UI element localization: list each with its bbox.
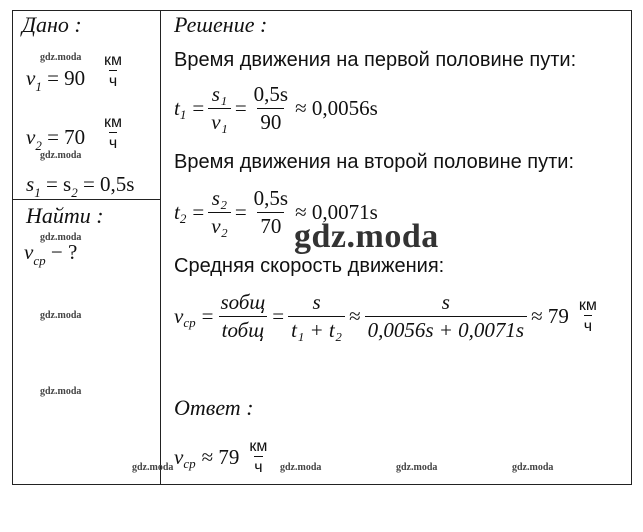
find-heading: Найти : (26, 203, 104, 228)
given-v2-unit: км ч (104, 114, 122, 152)
t1-formula: t 1 = $\frac{\text{s₁}}{\text{v₁}}$ = $\frac{0,5s}{90}$ ≈ 0,0056s (174, 82, 378, 134)
watermark-large: gdz.moda (294, 218, 439, 255)
watermark: gdz.moda (40, 150, 82, 161)
t1-fraction-1: $\frac{\text{s₁}}{\text{v₁}}$ (208, 82, 231, 135)
vcp-fraction-1: $\frac{\text{sобщ}}{\text{tобщ}}$ (220, 290, 266, 342)
vcp-fraction-3: $\frac{s}{0,0056s + 0,0071s}$ (365, 290, 528, 343)
watermark: gdz.moda (512, 462, 554, 473)
vcp-unit: км ч (578, 297, 597, 335)
vcp-fraction-2: $\frac{s}{\text{t₁ + t₂}}$ (288, 290, 345, 343)
t2-formula: t 2 = $\frac{\text{s₂}}{\text{v₂}}$ = $\frac{0,5s}{70}$ ≈ 0,0071s (174, 186, 378, 238)
step2-text: Время движения на второй половине пути: (174, 151, 575, 173)
t1-fraction-2: $\frac{0,5s}{90}$ (253, 82, 289, 134)
watermark: gdz.moda (40, 52, 82, 63)
find-vcp: $v_{ср}$ − ? (24, 240, 78, 268)
vcp-formula: v ср = $\frac{\text{sобщ}}{\text{tобщ}}$ = $\frac{s}{\text{t₁ + t₂}}$ ≈ $\frac{s}{0,0056s + 0,0071s}$ ≈ 79 км ч (174, 290, 597, 342)
t2-fraction-2: $\frac{0,5s}{70}$ (253, 186, 289, 238)
t2-fraction-1: $\frac{\text{s₂}}{\text{v₂}}$ (208, 186, 231, 239)
given-s: $s_1 = s_2 = 0,5s$ (26, 172, 135, 200)
given-v2: $v_2 = 70$ (26, 125, 86, 153)
watermark: gdz.moda (280, 462, 322, 473)
watermark: gdz.moda (132, 462, 174, 473)
watermark: gdz.moda (40, 232, 82, 243)
watermark: gdz.moda (396, 462, 438, 473)
watermark: gdz.moda (40, 386, 82, 397)
watermark: gdz.moda (40, 310, 82, 321)
answer-unit: км ч (249, 438, 268, 476)
step1-text: Время движения на первой половине пути: (174, 49, 577, 71)
solution-heading: Решение : (174, 12, 268, 37)
given-heading: Дано : (22, 12, 82, 37)
given-v1-unit: км ч (104, 52, 122, 90)
given-v1: $v_1 = 90$ (26, 66, 86, 94)
column-divider (160, 10, 161, 485)
answer-heading: Ответ : (174, 395, 254, 420)
answer-formula: v ср ≈ 79 км ч (174, 438, 268, 476)
step3-text: Средняя скорость движения: (174, 255, 445, 277)
